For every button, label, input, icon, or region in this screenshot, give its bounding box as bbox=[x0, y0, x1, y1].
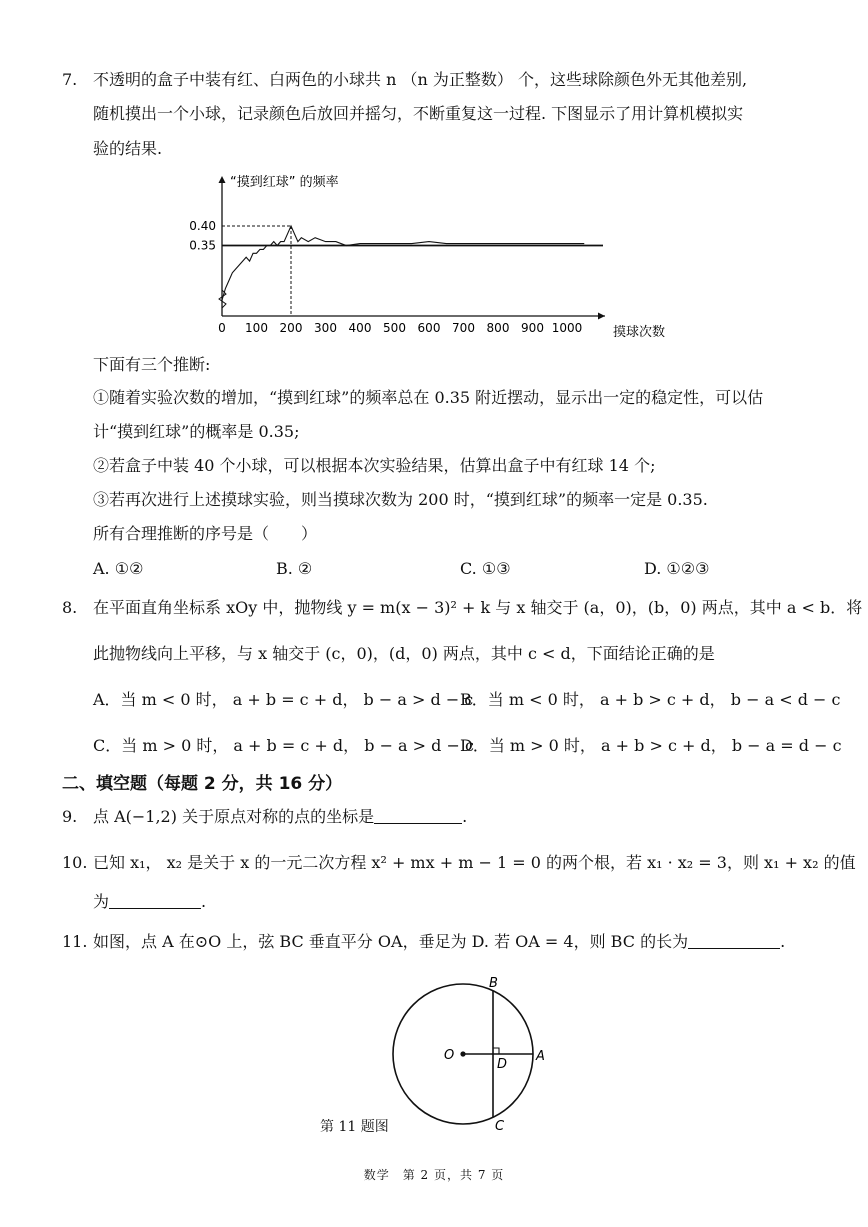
q7-option-a: A. ①② bbox=[93, 559, 144, 578]
q8-option-b: B．当 m < 0 时， a + b > c + d， b − a < d − c bbox=[460, 690, 841, 709]
x-tick-label: 600 bbox=[417, 321, 441, 335]
q11-number: 11. bbox=[62, 932, 88, 951]
x-tick-label: 300 bbox=[314, 321, 337, 335]
center-point bbox=[460, 1051, 465, 1056]
q7-line-1: 不透明的盒子中装有红、白两色的小球共 n （n 为正整数） 个，这些球除颜色外无其他差别, bbox=[93, 70, 748, 89]
y-axis-arrow bbox=[219, 176, 226, 183]
right-angle-mark bbox=[493, 1048, 499, 1054]
q7-statement-1b: 计“摸到红球”的概率是 0.35; bbox=[93, 422, 300, 441]
q10-answer-blank[interactable] bbox=[109, 894, 201, 909]
q9-text: 点 A(−1,2) 关于原点对称的点的坐标是 bbox=[93, 807, 375, 826]
section-fill-in-title: 二、填空题（每题 2 分，共 16 分） bbox=[62, 774, 343, 794]
q10-line-2: 为 bbox=[93, 892, 110, 911]
q7-statement-2: ②若盒子中装 40 个小球，可以根据本次实验结果，估算出盒子中有红球 14 个; bbox=[93, 456, 656, 475]
x-tick-label: 700 bbox=[452, 321, 475, 335]
q11-row bbox=[93, 931, 785, 953]
x-tick-label: 0 bbox=[218, 321, 226, 335]
y-tick-label: 0.40 bbox=[189, 219, 216, 233]
frequency-chart bbox=[185, 168, 685, 343]
q10-row-2 bbox=[93, 891, 206, 913]
q10-line-1: 已知 x₁， x₂ 是关于 x 的一元二次方程 x² + mx + m − 1 = 0 的两个根，若 x₁ · x₂ = 3，则 x₁ + x₂ 的值 bbox=[93, 853, 856, 872]
q8-option-a: A．当 m < 0 时， a + b = c + d， b − a > d − c bbox=[93, 690, 474, 709]
q10-number: 10. bbox=[62, 853, 88, 872]
label-b: B bbox=[489, 976, 498, 991]
q8-option-d: D．当 m > 0 时， a + b > c + d， b − a = d − c bbox=[460, 736, 842, 755]
q7-line-3: 验的结果. bbox=[93, 139, 163, 158]
x-tick-label: 800 bbox=[486, 321, 510, 335]
x-tick-label: 1000 bbox=[551, 321, 583, 335]
x-tick-label: 400 bbox=[348, 321, 372, 335]
q7-question: 所有合理推断的序号是（ ） bbox=[93, 524, 318, 543]
x-tick-label: 100 bbox=[245, 321, 268, 335]
label-a: A bbox=[536, 1049, 545, 1064]
q11-answer-blank[interactable] bbox=[688, 934, 780, 949]
x-tick-label: 500 bbox=[383, 321, 406, 335]
q11-figure-caption: 第 11 题图 bbox=[320, 1119, 389, 1135]
label-c: C bbox=[495, 1119, 505, 1133]
q8-line-1: 在平面直角坐标系 xOy 中，抛物线 y = m(x − 3)² + k 与 x 轴交于 (a，0)，(b，0) 两点，其中 a < b．将 bbox=[93, 598, 863, 617]
q11-text: 如图，点 A 在⊙O 上，弦 BC 垂直平分 OA，垂足为 D. 若 OA = 4，则 BC 的长为 bbox=[93, 932, 689, 951]
q9-number: 9. bbox=[62, 807, 78, 826]
q7-option-b: B. ② bbox=[276, 559, 313, 578]
q7-statement-3: ③若再次进行上述摸球实验，则当摸球次数为 200 时，“摸到红球”的频率一定是 0.35. bbox=[93, 490, 708, 509]
q7-line-2: 随机摸出一个小球，记录颜色后放回并摇匀，不断重复这一过程. 下图显示了用计算机模拟实 bbox=[93, 104, 744, 123]
x-tick-label: 900 bbox=[521, 321, 544, 335]
circle-figure bbox=[380, 968, 560, 1133]
q9-row bbox=[93, 806, 467, 828]
y-tick-label: 0.35 bbox=[189, 238, 216, 253]
q8-number: 8. bbox=[62, 598, 78, 617]
q9-end: . bbox=[462, 807, 468, 826]
label-d: D bbox=[497, 1057, 508, 1072]
q7-statement-1a: ①随着实验次数的增加，“摸到红球”的频率总在 0.35 附近摆动，显示出一定的稳定性，可以估 bbox=[93, 388, 764, 407]
frequency-series-line bbox=[222, 226, 584, 300]
label-o: O bbox=[444, 1048, 455, 1063]
y-axis-label: “摸到红球” 的频率 bbox=[230, 175, 339, 190]
q7-option-d: D. ①②③ bbox=[644, 559, 710, 578]
x-axis-arrow bbox=[598, 313, 605, 320]
q8-line-2: 此抛物线向上平移，与 x 轴交于 (c，0)，(d，0) 两点，其中 c < d，下面结论正确的是 bbox=[93, 644, 715, 663]
x-tick-label: 200 bbox=[279, 321, 303, 335]
q7-option-c: C. ①③ bbox=[460, 559, 511, 578]
q10-end: . bbox=[201, 892, 207, 911]
q9-answer-blank[interactable] bbox=[374, 809, 462, 824]
q11-end: . bbox=[780, 932, 786, 951]
page-footer: 数学 第 2 页，共 7 页 bbox=[363, 1168, 505, 1182]
q7-number: 7. bbox=[62, 70, 78, 89]
q8-option-c: C．当 m > 0 时， a + b = c + d， b − a > d − c bbox=[93, 736, 474, 755]
q7-intro: 下面有三个推断: bbox=[93, 355, 211, 374]
x-axis-label: 摸球次数 bbox=[613, 325, 666, 340]
